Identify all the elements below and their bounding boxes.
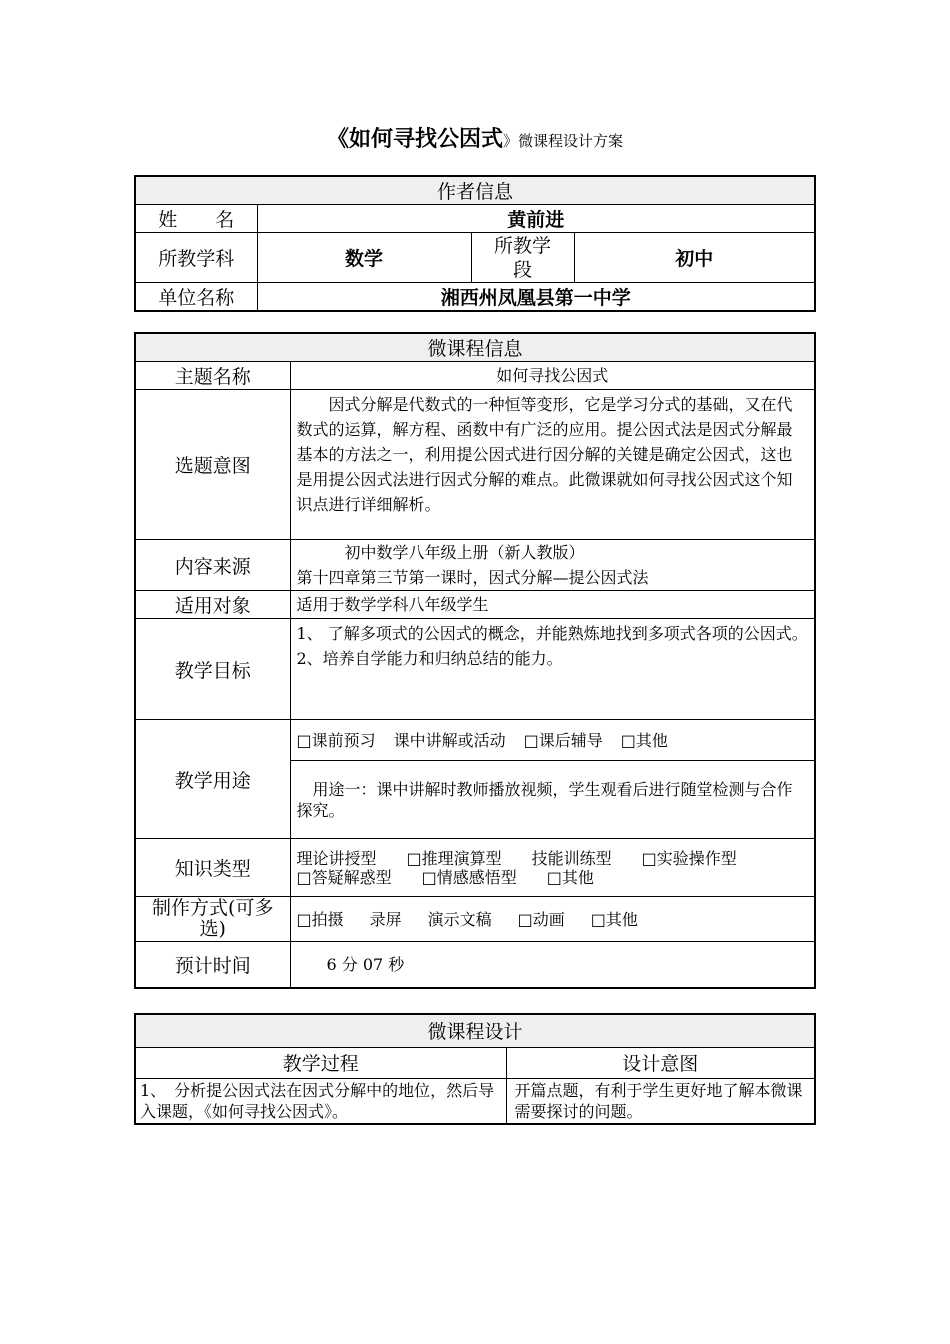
intent-cell: 开篇点题，有利于学生更好地了解本微课需要探讨的问题。 [506, 1078, 815, 1124]
method-shoot[interactable]: □拍摄 [296, 909, 344, 929]
use-option-inclass[interactable]: 课中讲解或活动 [393, 730, 506, 750]
document-title [0, 122, 950, 153]
knowledge-label: 知识类型 [135, 839, 290, 897]
method-label: 制作方式(可多选) [135, 897, 290, 942]
stage-value: 初中 [574, 233, 815, 283]
target-label: 适用对象 [135, 591, 290, 619]
source-label: 内容来源 [135, 540, 290, 591]
goal-label: 教学目标 [135, 619, 290, 720]
use-label: 教学用途 [135, 720, 290, 839]
goal-2: 2、培养自学能力和归纳总结的能力。 [296, 649, 563, 668]
title-sub: 微课程设计方案 [518, 132, 624, 150]
knowledge-row1 [297, 849, 809, 868]
method-slides[interactable]: 演示文稿 [427, 909, 492, 929]
course-table [134, 332, 816, 989]
stage-label: 所教学段 [471, 233, 574, 283]
use-option-after[interactable]: □课后辅导 [523, 730, 603, 750]
knowledge-other[interactable]: □其他 [546, 867, 594, 887]
use-desc-cell [290, 761, 815, 839]
unit-label: 单位名称 [135, 283, 257, 312]
use-option-other[interactable]: □其他 [620, 730, 668, 750]
process-cell: 1、 分析提公因式法在因式分解中的地位，然后导入课题，《如何寻找公因式》。 [135, 1078, 506, 1124]
col-process: 教学过程 [135, 1047, 506, 1078]
knowledge-emotion[interactable]: □情感感悟型 [421, 867, 517, 887]
topic-value: 如何寻找公因式 [290, 362, 815, 390]
title-main: 《如何寻找公因式 [326, 127, 503, 152]
source-line1: 初中数学八年级上册（新人教版） [344, 543, 585, 562]
knowledge-row2 [297, 868, 809, 887]
title-close: 》 [502, 132, 518, 150]
knowledge-qa[interactable]: □答疑解惑型 [296, 867, 392, 887]
use-options [290, 720, 815, 761]
unit-value: 湘西州凤凰县第一中学 [257, 283, 815, 312]
intent-value: 因式分解是代数式的一种恒等变形，它是学习分式的基础，又在代数式的运算，解方程、函数中有广泛的应用。提公因式法是因式分解最基本的方法之一，利用提公因式进行因分解的关键是确定公因式，这也是用提公因式法进行因式分解的难点。此微课就如何寻找公因式这个知识点进行详细解析。 [290, 390, 815, 540]
method-other[interactable]: □其他 [590, 909, 638, 929]
design-header: 微课程设计 [135, 1014, 815, 1047]
knowledge-reasoning[interactable]: □推理演算型 [406, 848, 502, 868]
goal-cell [290, 619, 815, 720]
col-intent: 设计意图 [506, 1047, 815, 1078]
method-animation[interactable]: □动画 [517, 909, 565, 929]
subject-value: 数学 [257, 233, 471, 283]
method-screen[interactable]: 录屏 [369, 909, 402, 929]
source-cell [290, 540, 815, 591]
name-value: 黄前进 [257, 205, 815, 233]
time-label: 预计时间 [135, 942, 290, 988]
knowledge-skill[interactable]: 技能训练型 [531, 848, 612, 868]
knowledge-cell [290, 839, 815, 897]
time-value: 6 分 07 秒 [290, 942, 815, 988]
goal-1: 1、 了解多项式的公因式的概念，并能熟炼地找到多项式各项的公因式。 [296, 624, 808, 643]
target-value: 适用于数学学科八年级学生 [290, 591, 815, 619]
knowledge-theory[interactable]: 理论讲授型 [296, 848, 377, 868]
author-header: 作者信息 [135, 176, 815, 205]
design-table [134, 1013, 816, 1125]
knowledge-experiment[interactable]: □实验操作型 [641, 848, 737, 868]
subject-label: 所教学科 [135, 233, 257, 283]
intent-label: 选题意图 [135, 390, 290, 540]
name-label: 姓 名 [135, 205, 257, 233]
course-header: 微课程信息 [135, 333, 815, 362]
topic-label: 主题名称 [135, 362, 290, 390]
source-line2: 第十四章第三节第一课时，因式分解—提公因式法 [296, 568, 649, 587]
use-desc: 用途一：课中讲解时教师播放视频，学生观看后进行随堂检测与合作探究。 [296, 779, 793, 820]
author-table [134, 175, 816, 312]
method-options [290, 897, 815, 942]
use-option-preview[interactable]: □课前预习 [296, 730, 376, 750]
